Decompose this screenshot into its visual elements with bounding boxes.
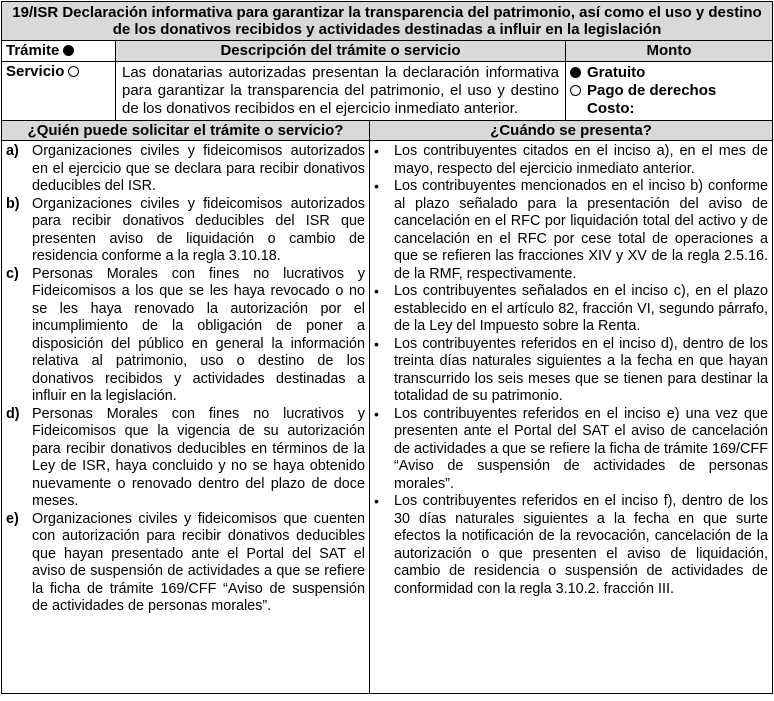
cuando-item-5: • Los contribuyentes referidos en el inciso e) una vez que presenten ante el Portal del SAT el aviso de cancelación de actividades a que se refiere la ficha de trámite 169/CFF “Aviso de suspensión de actividades de personas morales”. bbox=[374, 405, 769, 492]
cuando-item-6: • Los contribuyentes referidos en el inciso f), dentro de los 30 días naturales siguientes a la fecha en que surte efectos la notificación de la revocación, cancelación de la autorización o que presenten el aviso de liquidación, cambio de residencia o suspensión de actividades de conformidad con la regla 3.10.2. fracción III. bbox=[374, 493, 769, 597]
tramite-radio-filled-icon bbox=[63, 45, 74, 56]
monto-gratuito bbox=[570, 64, 768, 82]
quien-item-b: b) Organizaciones civiles y fideicomisos autorizados para recibir donativos deducibles del ISR que presenten aviso de liquidación o cambio de residencia conforme a la regla 3.10.18. bbox=[6, 195, 365, 264]
costo-label: Costo: bbox=[587, 100, 635, 117]
descripcion-text: Las donatarias autorizadas presentan la declaración informativa para garantizar la transparencia del patrimonio, el uso y destino de los donativos recibidos en el ejercicio inmediato anterior. bbox=[116, 62, 566, 121]
cuando-item-1: • Los contribuyentes citados en el inciso a), en el mes de mayo, respecto del ejercicio inmediato anterior. bbox=[374, 143, 769, 177]
descripcion-header: Descripción del trámite o servicio bbox=[116, 41, 566, 62]
ficha-tramite bbox=[1, 1, 772, 694]
ficha-table bbox=[1, 1, 773, 694]
quien-item-c: c) Personas Morales con fines no lucrativos y Fideicomisos a los que se les haya revocado o no se les haya renovado la autorización por el incumplimiento de la obligación de poner a disposición del público en general la información relativa al patrimonio, uso o destino de los donativos recibidos y actividades destinadas a influir en la legislación. bbox=[6, 265, 365, 404]
tramite-cell bbox=[2, 41, 116, 62]
quien-cell bbox=[2, 141, 370, 694]
servicio-cell bbox=[2, 62, 116, 121]
cuando-header: ¿Cuándo se presenta? bbox=[370, 121, 773, 141]
servicio-radio-empty-icon bbox=[68, 66, 79, 77]
monto-cell bbox=[566, 62, 773, 121]
quien-item-a: a) Organizaciones civiles y fideicomisos autorizados en el ejercicio que se declara para recibir donativos deducibles del ISR. bbox=[6, 143, 365, 194]
monto-pago bbox=[570, 82, 768, 118]
pago-radio-empty-icon bbox=[570, 85, 581, 96]
gratuito-label: Gratuito bbox=[587, 64, 646, 81]
document-title: 19/ISR Declaración informativa para garantizar la transparencia del patrimonio, así como el uso y destino de los donativos recibidos y actividades destinadas a influir en la legislación bbox=[2, 2, 773, 41]
monto-header: Monto bbox=[566, 41, 773, 62]
quien-item-e: e) Organizaciones civiles y fideicomisos que cuenten con autorización para recibir donativos deducibles que hayan presentado ante el Portal del SAT el aviso de suspensión de actividades a que se refiere la ficha de trámite 169/CFF “Aviso de suspensión de actividades de personas morales”. bbox=[6, 510, 365, 614]
quien-header: ¿Quién puede solicitar el trámite o servicio? bbox=[2, 121, 370, 141]
cuando-item-3: • Los contribuyentes señalados en el inciso c), en el plazo establecido en el artículo 82, fracción VI, segundo párrafo, de la Ley del Impuesto sobre la Renta. bbox=[374, 283, 769, 334]
tramite-label: Trámite bbox=[6, 42, 60, 59]
cuando-item-2: • Los contribuyentes mencionados en el inciso b) conforme al plazo señalado para la presentación del aviso de cancelación en el RFC por liquidación total del activo y de cancelación en el RFC por cese total de operaciones a que se refieren las fracciones XIV y XV de la regla 2.5.16. de la RMF, respectivamente. bbox=[374, 178, 769, 282]
cuando-cell bbox=[370, 141, 773, 694]
quien-item-d: d) Personas Morales con fines no lucrativos y Fideicomisos que la vigencia de su autorización para recibir donativos deducibles en términos de la Ley de ISR, haya concluido y no se haya obtenido nuevamente o renovado dentro del plazo de doce meses. bbox=[6, 405, 365, 509]
gratuito-radio-filled-icon bbox=[570, 67, 581, 78]
servicio-label: Servicio bbox=[6, 63, 65, 80]
cuando-item-4: • Los contribuyentes referidos en el inciso d), dentro de los treinta días naturales siguientes a la fecha en que hayan transcurrido los seis meses que se tienen para destinar la totalidad de su patrimonio. bbox=[374, 335, 769, 404]
pago-label: Pago de derechos Costo: bbox=[587, 82, 717, 117]
